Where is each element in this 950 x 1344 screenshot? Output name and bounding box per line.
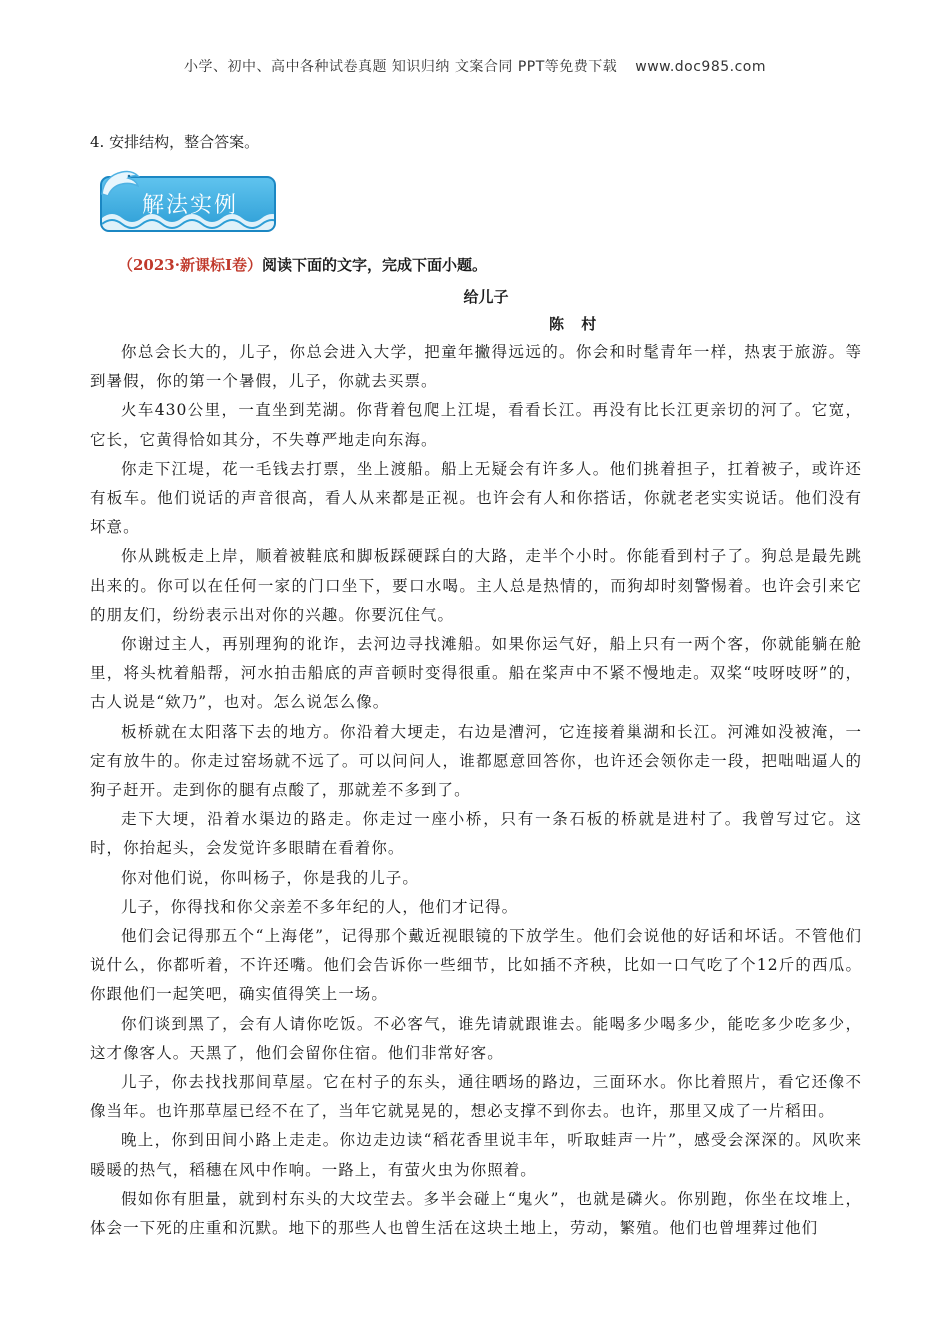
source-tag: （2023·新课标Ⅰ卷） [118,256,262,274]
badge-label: 解法实例 [142,193,239,218]
paragraph: 儿子，你得找和你父亲差不多年纪的人，他们才记得。 [121,897,519,916]
page-header [0,56,950,76]
paragraph: 板桥就在太阳落下去的地方。你沿着大埂走，右边是漕河，它连接着巢湖和长江。河滩如没被淹，一定有放牛的。你走过窑场就不远了。可以问问人，谁都愿意回答你，也许还会领你走一段，把咄咄逼人的狗子赶开。走到你的腿有点酸了，那就差不多到了。 [90,722,862,800]
paragraph: 走下大埂，沿着水渠边的路走。你走过一座小桥，只有一条石板的桥就是进村了。我曾写过它。这时，你抬起头，会发觉许多眼睛在看着你。 [90,810,862,858]
paragraph: 你们谈到黑了，会有人请你吃饭。不必客气，谁先请就跟谁去。能喝多少喝多少，能吃多少吃多少，这才像客人。天黑了，他们会留你住宿。他们非常好客。 [90,1014,862,1062]
paragraph: 假如你有胆量，就到村东头的大坟茔去。多半会碰上“鬼火”，也就是磷火。你别跑，你坐在坟堆上，体会一下死的庄重和沉默。地下的那些人也曾生活在这块土地上，劳动，繁殖。他们也曾埋葬过他们 [90,1189,862,1238]
paragraph: 你对他们说，你叫杨子，你是我的儿子。 [121,868,419,887]
dolphin-icon [96,164,144,204]
paragraph: 火车430公里，一直坐到芜湖。你背着包爬上江堤，看看长江。再没有比长江更亲切的河了。它宽，它长，它黄得恰如其分，不失尊严地走向东海。 [90,401,862,449]
paragraph: 你谢过主人，再别理狗的讹诈，去河边寻找滩船。如果你运气好，船上只有一两个客，你就能躺在舱里，将头枕着船帮，河水拍击船底的声音顿时变得很重。船在桨声中不紧不慢地走。双桨“吱呀吱呀”的，古人说是“欸乃”，也对。怎么说怎么像。 [90,635,862,712]
article-body [90,338,862,1243]
paragraph: 你走下江堤，花一毛钱去打票，坐上渡船。船上无疑会有许多人。他们挑着担子，扛着被子，或许还有板车。他们说话的声音很高，看人从来都是正视。也许会有人和你搭话，你就老老实实说话。他们没有坏意。 [90,459,862,537]
article-author: 陈 村 [549,315,603,333]
header-text: 小学、初中、高中各种试卷真题 知识归纳 文案合同 PPT等免费下载 [183,59,618,75]
step-text: 4. 安排结构，整合答案。 [90,133,260,151]
question-source [118,254,487,275]
section-badge [96,164,282,238]
paragraph: 晚上，你到田间小路上走走。你边走边读“稻花香里说丰年，听取蛙声一片”，感受会深深的。风吹来暖暖的热气，稻穗在风中作响。一路上，有萤火虫为你照着。 [90,1131,862,1179]
paragraph: 你总会长大的，儿子，你总会进入大学，把童年撇得远远的。你会和时髦青年一样，热衷于旅游。等到暑假，你的第一个暑假，儿子，你就去买票。 [90,343,862,391]
paragraph: 儿子，你去找找那间草屋。它在村子的东头，通往晒场的路边，三面环水。你比着照片，看它还像不像当年。也许那草屋已经不在了，当年它就晃晃的，想必支撑不到你去。也许，那里又成了一片稻田。 [90,1073,862,1121]
paragraph: 他们会记得那五个“上海佬”，记得那个戴近视眼镜的下放学生。他们会说他的好话和坏话。不管他们说什么，你都听着，不许还嘴。他们会告诉你一些细节，比如插不齐秧，比如一口气吃了个12斤的西瓜。你跟他们一起笑吧，确实值得笑上一场。 [90,927,862,1004]
header-site-link[interactable]: www.doc985.com [635,59,767,75]
paragraph: 你从跳板走上岸，顺着被鞋底和脚板踩硬踩白的大路，走半个小时。你能看到村子了。狗总是最先跳出来的。你可以在任何一家的门口坐下，要口水喝。主人总是热情的，而狗却时刻警惕着。也许会引来它的朋友们，纷纷表示出对你的兴趣。你要沉住气。 [90,547,862,624]
source-instruction: 阅读下面的文字，完成下面小题。 [262,256,488,274]
article-title: 给儿子 [463,288,509,306]
